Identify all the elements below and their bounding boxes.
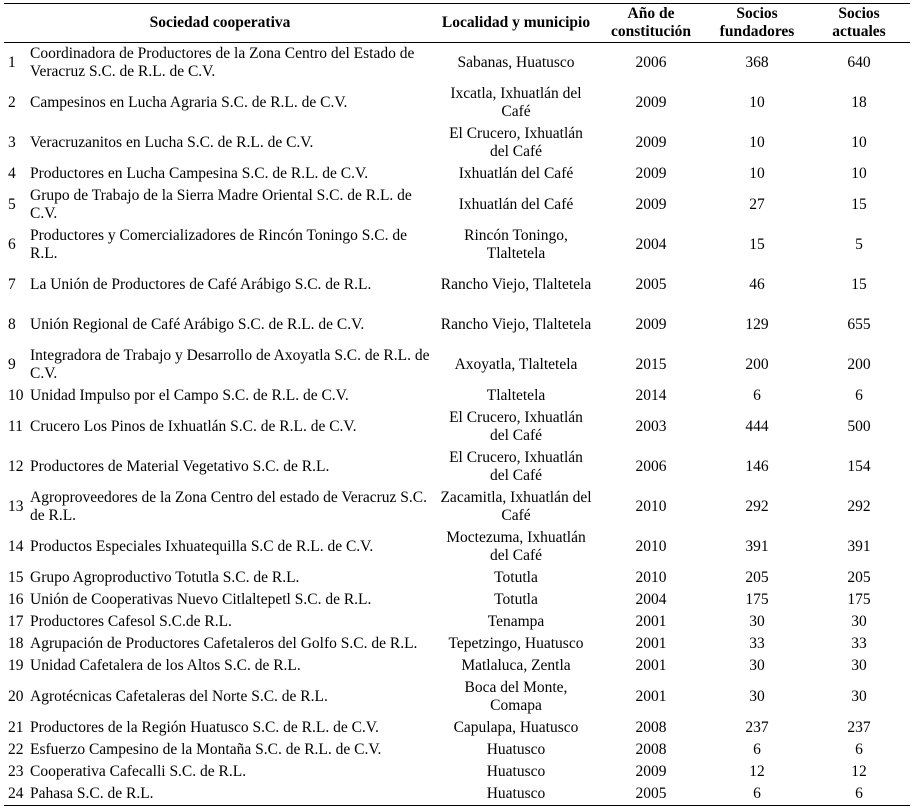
cooperative-name: Agrotécnicas Cafetaleras del Norte S.C. de R.L. — [30, 688, 328, 705]
cooperative-name: Agroproveedores de la Zona Centro del estado de Veracruz S.C. de R.L. — [30, 489, 427, 524]
row-number: 5 — [8, 196, 16, 213]
founding-members: 27 — [749, 196, 765, 213]
founding-year: 2005 — [635, 276, 667, 293]
founding-year: 2014 — [635, 387, 667, 404]
location: Huatusco — [486, 741, 546, 758]
row-number: 7 — [8, 276, 16, 293]
location: Ixcatla, Ixhuatlán del Café — [450, 85, 582, 120]
founding-year: 2003 — [635, 418, 667, 435]
founding-members: 444 — [745, 418, 769, 435]
location: Rancho Viejo, Tlaltetela — [440, 276, 592, 293]
cooperative-name: Productores Cafesol S.C.de R.L. — [30, 613, 232, 630]
founding-year: 2006 — [635, 458, 667, 475]
table-row — [4, 83, 910, 123]
row-number: 19 — [8, 657, 24, 674]
cooperative-name: Unidad Cafetalera de los Altos S.C. de R.L. — [30, 657, 301, 674]
cooperative-name: Coordinadora de Productores de la Zona Centro del Estado de Veracruz S.C. de R.L. de C.V. — [30, 45, 415, 80]
current-members: 640 — [847, 54, 871, 71]
founding-members: 10 — [749, 165, 765, 182]
table-row — [4, 447, 910, 487]
table-row — [4, 761, 910, 783]
founding-members: 15 — [749, 236, 765, 253]
row-number: 3 — [8, 134, 16, 151]
current-members: 500 — [847, 418, 871, 435]
founding-members: 368 — [745, 54, 769, 71]
current-members: 237 — [847, 719, 871, 736]
row-number: 23 — [8, 763, 24, 780]
location: Ixhuatlán del Café — [458, 165, 574, 182]
location: Totutla — [494, 569, 538, 586]
current-members: 6 — [855, 741, 863, 758]
row-number: 1 — [8, 54, 16, 71]
cooperative-name: Agrupación de Productores Cafetaleros del Golfo S.C. de R.L. — [30, 635, 418, 652]
founding-year: 2009 — [635, 165, 667, 182]
table-row — [4, 677, 910, 717]
table-row — [4, 43, 910, 84]
location: Capulapa, Huatusco — [453, 719, 579, 736]
cooperative-name: Productores de la Región Huatusco S.C. de R.L. de C.V. — [30, 719, 379, 736]
header-anio: Año de constitución — [596, 4, 706, 43]
table-row — [4, 163, 910, 185]
current-members: 205 — [847, 569, 871, 586]
table-header-row — [4, 4, 910, 43]
location: Tenampa — [487, 613, 545, 630]
current-members: 154 — [847, 458, 871, 475]
founding-year: 2004 — [635, 591, 667, 608]
current-members: 10 — [851, 134, 867, 151]
cooperative-name: Pahasa S.C. de R.L. — [28, 783, 436, 806]
header-fundadores: Socios fundadores — [706, 4, 808, 43]
table-row — [4, 185, 910, 225]
table-row — [4, 385, 910, 407]
founding-year: 2009 — [635, 316, 667, 333]
founding-members: 292 — [745, 498, 769, 515]
cooperative-name: Veracruzanitos en Lucha S.C. de R.L. de C.V. — [30, 134, 314, 151]
row-number: 10 — [8, 387, 24, 404]
location: El Crucero, Ixhuatlán del Café — [449, 449, 583, 484]
location: Huatusco — [436, 783, 596, 806]
table-row — [4, 345, 910, 385]
founding-members: 12 — [749, 763, 765, 780]
location: Tepetzingo, Huatusco — [448, 635, 584, 652]
table-row — [4, 487, 910, 527]
cooperative-name: Cooperativa Cafecalli S.C. de R.L. — [30, 763, 247, 780]
cooperative-name: Productores y Comercializadores de Rincón Toningo S.C. de R.L. — [30, 227, 408, 262]
current-members: 18 — [851, 94, 867, 111]
founding-year: 2009 — [635, 134, 667, 151]
table-row — [4, 717, 910, 739]
cooperative-name: Unión de Cooperativas Nuevo Citlaltepetl S.C. de R.L. — [30, 591, 372, 608]
row-number: 15 — [8, 569, 24, 586]
cooperative-name: Campesinos en Lucha Agraria S.C. de R.L. de C.V. — [30, 94, 348, 111]
founding-year: 2008 — [635, 741, 667, 758]
row-number: 24 — [4, 783, 28, 806]
table-row — [4, 225, 910, 265]
founding-year: 2001 — [635, 657, 667, 674]
founding-members: 6 — [706, 783, 808, 806]
location: El Crucero, Ixhuatlán del Café — [449, 125, 583, 160]
current-members: 6 — [808, 783, 910, 806]
founding-members: 30 — [749, 613, 765, 630]
current-members: 5 — [855, 236, 863, 253]
founding-year: 2010 — [635, 498, 667, 515]
founding-year: 2008 — [635, 719, 667, 736]
location: El Crucero, Ixhuatlán del Café — [449, 409, 583, 444]
founding-members: 30 — [749, 657, 765, 674]
row-number: 11 — [8, 418, 23, 435]
cooperative-name: Esfuerzo Campesino de la Montaña S.C. de R.L. de C.V. — [30, 741, 382, 758]
founding-members: 237 — [745, 719, 769, 736]
row-number: 2 — [8, 94, 16, 111]
current-members: 391 — [847, 538, 871, 555]
table-row — [4, 589, 910, 611]
founding-year: 2001 — [635, 635, 667, 652]
row-number: 4 — [8, 165, 16, 182]
founding-year: 2010 — [635, 569, 667, 586]
location: Totutla — [494, 591, 538, 608]
row-number: 21 — [8, 719, 24, 736]
table-row — [4, 783, 910, 806]
founding-year: 2010 — [635, 538, 667, 555]
founding-members: 391 — [745, 538, 769, 555]
founding-members: 33 — [749, 635, 765, 652]
founding-year: 2005 — [596, 783, 706, 806]
cooperative-name: Crucero Los Pinos de Ixhuatlán S.C. de R.L. de C.V. — [30, 418, 357, 435]
table-row — [4, 305, 910, 345]
header-sociedad: Sociedad cooperativa — [4, 4, 436, 43]
founding-members: 146 — [745, 458, 769, 475]
current-members: 15 — [851, 196, 867, 213]
row-number: 22 — [8, 741, 24, 758]
cooperative-name: Unión Regional de Café Arábigo S.C. de R.L. de C.V. — [30, 316, 365, 333]
cooperative-name: Productores de Material Vegetativo S.C. de R.L. — [30, 458, 330, 475]
founding-members: 175 — [745, 591, 769, 608]
founding-year: 2006 — [635, 54, 667, 71]
founding-members: 6 — [753, 741, 761, 758]
current-members: 33 — [851, 635, 867, 652]
founding-members: 46 — [749, 276, 765, 293]
table-row — [4, 655, 910, 677]
cooperative-name: Integradora de Trabajo y Desarrollo de Axoyatla S.C. de R.L. de C.V. — [30, 347, 430, 382]
founding-members: 10 — [749, 94, 765, 111]
location: Ixhuatlán del Café — [458, 196, 574, 213]
cooperative-name: Productos Especiales Ixhuatequilla S.C de R.L. de C.V. — [30, 538, 374, 555]
founding-members: 30 — [749, 688, 765, 705]
table-row — [4, 123, 910, 163]
founding-members: 200 — [745, 356, 769, 373]
founding-members: 10 — [749, 134, 765, 151]
location: Rincón Toningo, Tlaltetela — [464, 227, 568, 262]
cooperative-name: Grupo Agroproductivo Totutla S.C. de R.L. — [30, 569, 300, 586]
table-row — [4, 567, 910, 589]
row-number: 8 — [8, 316, 16, 333]
cooperative-name: Unidad Impulso por el Campo S.C. de R.L. de C.V. — [30, 387, 349, 404]
location: Rancho Viejo, Tlaltetela — [440, 316, 592, 333]
cooperative-name: La Unión de Productores de Café Arábigo S.C. de R.L. — [30, 276, 372, 293]
founding-year: 2001 — [635, 613, 667, 630]
table-row — [4, 407, 910, 447]
row-number: 12 — [8, 458, 24, 475]
table-row — [4, 265, 910, 305]
founding-members: 6 — [753, 387, 761, 404]
table-row — [4, 739, 910, 761]
row-number: 6 — [8, 236, 16, 253]
current-members: 15 — [851, 276, 867, 293]
founding-year: 2009 — [635, 94, 667, 111]
table-row — [4, 611, 910, 633]
table-row — [4, 633, 910, 655]
founding-year: 2015 — [635, 356, 667, 373]
cooperatives-table — [4, 3, 910, 806]
current-members: 30 — [851, 657, 867, 674]
cooperative-name: Productores en Lucha Campesina S.C. de R.L. de C.V. — [30, 165, 369, 182]
founding-members: 205 — [745, 569, 769, 586]
current-members: 30 — [851, 613, 867, 630]
current-members: 200 — [847, 356, 871, 373]
header-actuales: Socios actuales — [808, 4, 910, 43]
row-number: 9 — [8, 356, 16, 373]
row-number: 13 — [8, 498, 24, 515]
founding-year: 2004 — [635, 236, 667, 253]
current-members: 655 — [847, 316, 871, 333]
row-number: 20 — [8, 688, 24, 705]
current-members: 6 — [855, 387, 863, 404]
location: Axoyatla, Tlaltetela — [454, 356, 578, 373]
table-body — [4, 43, 910, 806]
header-localidad: Localidad y municipio — [436, 4, 596, 43]
location: Boca del Monte, Comapa — [464, 679, 568, 714]
founding-members: 129 — [745, 316, 769, 333]
current-members: 175 — [847, 591, 871, 608]
current-members: 10 — [851, 165, 867, 182]
row-number: 18 — [8, 635, 24, 652]
location: Huatusco — [486, 763, 546, 780]
row-number: 16 — [8, 591, 24, 608]
founding-year: 2001 — [635, 688, 667, 705]
table-row — [4, 527, 910, 567]
location: Sabanas, Huatusco — [457, 54, 575, 71]
current-members: 12 — [851, 763, 867, 780]
row-number: 17 — [8, 613, 24, 630]
founding-year: 2009 — [635, 763, 667, 780]
current-members: 30 — [851, 688, 867, 705]
location: Moctezuma, Ixhuatlán del Café — [446, 529, 586, 564]
current-members: 292 — [847, 498, 871, 515]
location: Zacamitla, Ixhuatlán del Café — [440, 489, 592, 524]
cooperative-name: Grupo de Trabajo de la Sierra Madre Oriental S.C. de R.L. de C.V. — [30, 187, 412, 222]
location: Matlaluca, Zentla — [461, 657, 571, 674]
row-number: 14 — [8, 538, 24, 555]
location: Tlaltetela — [486, 387, 546, 404]
founding-year: 2009 — [635, 196, 667, 213]
